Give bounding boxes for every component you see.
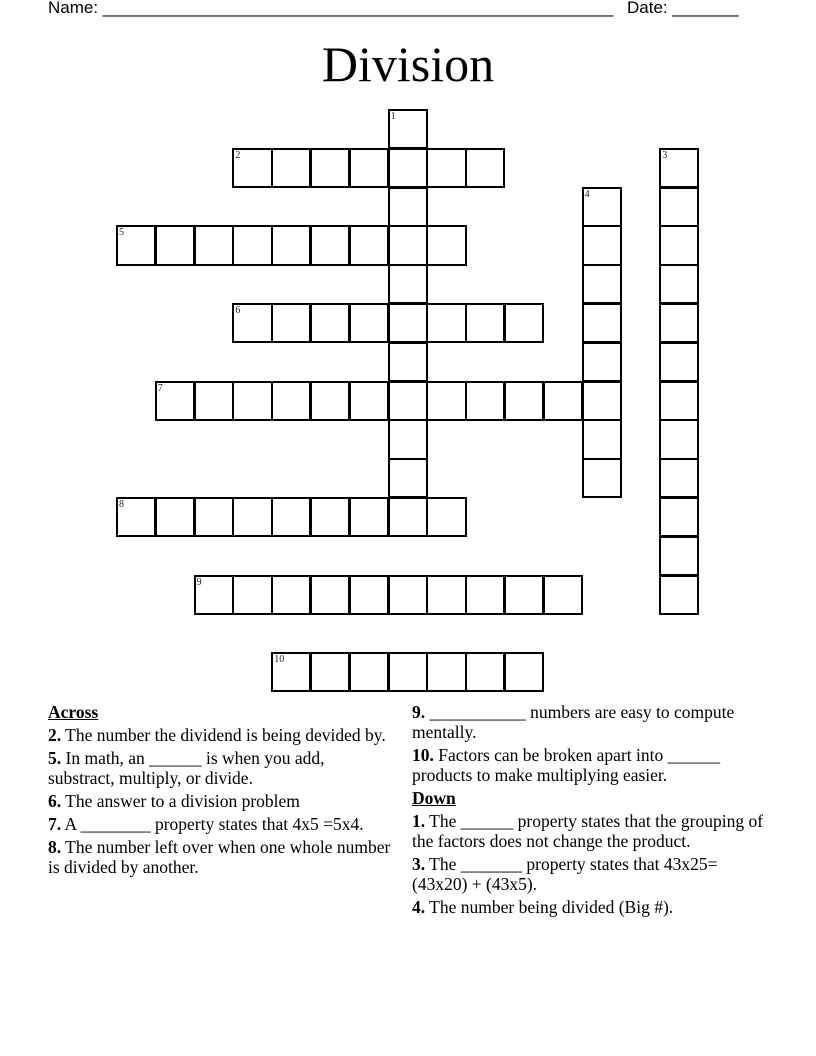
crossword-cell[interactable] (310, 497, 350, 537)
crossword-cell[interactable] (349, 303, 389, 343)
crossword-cell[interactable] (271, 225, 311, 265)
clue-down-3 (412, 854, 772, 894)
clue-text: The number left over when one whole number is divided by another. (48, 837, 391, 877)
clue-number: 2. (48, 725, 62, 745)
crossword-cell[interactable] (582, 419, 622, 459)
crossword-cell[interactable] (388, 148, 428, 188)
clue-number-label: 10 (274, 654, 285, 666)
clue-across-8 (48, 837, 393, 877)
crossword-cell[interactable] (659, 458, 699, 498)
crossword-cell[interactable] (310, 575, 350, 615)
crossword-cell[interactable] (504, 303, 544, 343)
crossword-cell[interactable] (388, 652, 428, 692)
crossword-cell[interactable] (388, 575, 428, 615)
crossword-cell[interactable] (582, 458, 622, 498)
crossword-cell[interactable] (271, 575, 311, 615)
crossword-cell[interactable] (271, 381, 311, 421)
crossword-cell[interactable] (426, 381, 466, 421)
clue-across-9 (412, 702, 772, 742)
crossword-cell[interactable] (388, 187, 428, 227)
crossword-cell[interactable] (504, 575, 544, 615)
clue-text: ___________ numbers are easy to compute mentally. (412, 702, 735, 742)
crossword-cell[interactable] (232, 575, 272, 615)
crossword-cell[interactable] (194, 225, 234, 265)
crossword-cell[interactable] (504, 652, 544, 692)
crossword-cell[interactable] (465, 381, 505, 421)
crossword-cell[interactable] (232, 381, 272, 421)
clue-number-label: 1 (390, 111, 396, 122)
crossword-cell[interactable] (465, 303, 505, 343)
crossword-cell[interactable] (465, 652, 505, 692)
crossword-cell[interactable] (659, 187, 699, 227)
crossword-cell[interactable] (388, 497, 428, 537)
crossword-cell[interactable] (426, 148, 466, 188)
clue-text: A ________ property states that 4x5 =5x4. (61, 814, 364, 834)
crossword-cell[interactable] (388, 458, 428, 498)
crossword-cell[interactable] (271, 652, 311, 692)
clue-text: The number being divided (Big #). (425, 897, 674, 917)
crossword-cell[interactable] (659, 264, 699, 304)
crossword-cell[interactable] (388, 303, 428, 343)
crossword-cell[interactable] (349, 652, 389, 692)
clue-number: 6. (48, 791, 62, 811)
clue-text: In math, an ______ is when you add, substract, multiply, or divide. (48, 748, 325, 788)
clue-number-label: 7 (157, 382, 163, 394)
crossword-cell[interactable] (194, 381, 234, 421)
crossword-cell[interactable] (659, 148, 699, 188)
name-field[interactable]: Name: ______________________________________________________ (48, 0, 614, 17)
clue-number-label: 4 (584, 188, 590, 200)
crossword-cell[interactable] (116, 497, 156, 537)
clue-text: The ______ property states that the grouping of the factors does not change the product. (412, 811, 764, 851)
clue-number: 1. (412, 811, 426, 831)
crossword-cell[interactable] (659, 536, 699, 576)
crossword-cell[interactable] (388, 381, 428, 421)
clue-down-4 (412, 897, 772, 917)
crossword-cell[interactable] (388, 342, 428, 382)
clue-across-6 (48, 791, 393, 811)
crossword-cell[interactable] (582, 303, 622, 343)
clue-text: Factors can be broken apart into ______ products to make multiplying easier. (412, 745, 721, 785)
across-heading: Across (48, 702, 99, 722)
page-title: Division (321, 36, 495, 92)
clue-text: The number the dividend is being devided by. (61, 725, 386, 745)
crossword-cell[interactable] (426, 303, 466, 343)
crossword-cell[interactable] (310, 303, 350, 343)
clues-column-left (48, 702, 393, 880)
crossword-cell[interactable] (582, 342, 622, 382)
crossword-cell[interactable] (232, 148, 272, 188)
crossword-cell[interactable] (194, 575, 234, 615)
crossword-cell[interactable] (426, 497, 466, 537)
crossword-cell[interactable] (465, 148, 505, 188)
crossword-cell[interactable] (349, 148, 389, 188)
clue-number: 5. (48, 748, 62, 768)
crossword-cell[interactable] (659, 419, 699, 459)
crossword-cell[interactable] (388, 264, 428, 304)
clue-number-label: 3 (662, 149, 668, 161)
crossword-cell[interactable] (349, 497, 389, 537)
clue-number-label: 9 (196, 576, 202, 588)
crossword-cell[interactable] (659, 303, 699, 343)
crossword-cell[interactable] (310, 148, 350, 188)
clue-down-1 (412, 811, 772, 851)
clue-across-7 (48, 814, 393, 834)
crossword-cell[interactable] (582, 381, 622, 421)
crossword-cell[interactable] (310, 652, 350, 692)
down-heading: Down (412, 788, 456, 808)
crossword-cell[interactable] (582, 264, 622, 304)
clue-across-5 (48, 748, 393, 788)
crossword-cell[interactable] (271, 148, 311, 188)
crossword-cell[interactable] (349, 575, 389, 615)
crossword-cell[interactable] (426, 225, 466, 265)
clue-number-label: 6 (235, 305, 241, 316)
clue-across-2 (48, 725, 393, 745)
crossword-cell[interactable] (155, 497, 195, 537)
crossword-cell[interactable] (310, 225, 350, 265)
crossword-cell[interactable] (232, 303, 272, 343)
clue-number-label: 2 (235, 149, 241, 161)
date-field[interactable]: Date: _______ (627, 0, 739, 17)
crossword-cell[interactable] (155, 225, 195, 265)
clue-number-label: 5 (119, 227, 124, 239)
clue-number: 7. (48, 814, 62, 834)
crossword-cell[interactable] (582, 225, 622, 265)
clue-number: 10. (412, 745, 434, 765)
crossword-cell[interactable] (426, 652, 466, 692)
clue-number: 4. (412, 897, 426, 917)
clues-column-right (412, 702, 772, 920)
crossword-cell[interactable] (232, 497, 272, 537)
crossword-cell[interactable] (310, 381, 350, 421)
crossword-cell[interactable] (465, 575, 505, 615)
clue-number: 9. (412, 702, 426, 722)
clue-number-label: 8 (119, 499, 124, 510)
crossword-cell[interactable] (271, 497, 311, 537)
crossword-cell[interactable] (388, 109, 428, 149)
crossword-cell[interactable] (543, 381, 583, 421)
crossword-cell[interactable] (504, 381, 544, 421)
crossword-cell[interactable] (349, 225, 389, 265)
crossword-cell[interactable] (194, 497, 234, 537)
crossword-cell[interactable] (388, 419, 428, 459)
crossword-cell[interactable] (659, 497, 699, 537)
crossword-cell[interactable] (659, 381, 699, 421)
crossword-cell[interactable] (116, 225, 156, 265)
crossword-cell[interactable] (426, 575, 466, 615)
clue-text: The _______ property states that 43x25=(43x20) + (43x5). (412, 854, 718, 894)
crossword-cell[interactable] (659, 575, 699, 615)
crossword-cell[interactable] (155, 381, 195, 421)
clue-number: 8. (48, 837, 62, 857)
crossword-cell[interactable] (659, 225, 699, 265)
crossword-cell[interactable] (232, 225, 272, 265)
crossword-cell[interactable] (543, 575, 583, 615)
crossword-cell[interactable] (582, 187, 622, 227)
crossword-cell[interactable] (271, 303, 311, 343)
crossword-cell[interactable] (349, 381, 389, 421)
crossword-cell[interactable] (659, 342, 699, 382)
crossword-cell[interactable] (388, 225, 428, 265)
clue-number: 3. (412, 854, 426, 874)
clue-text: The answer to a division problem (61, 791, 300, 811)
clue-across-10 (412, 745, 772, 785)
